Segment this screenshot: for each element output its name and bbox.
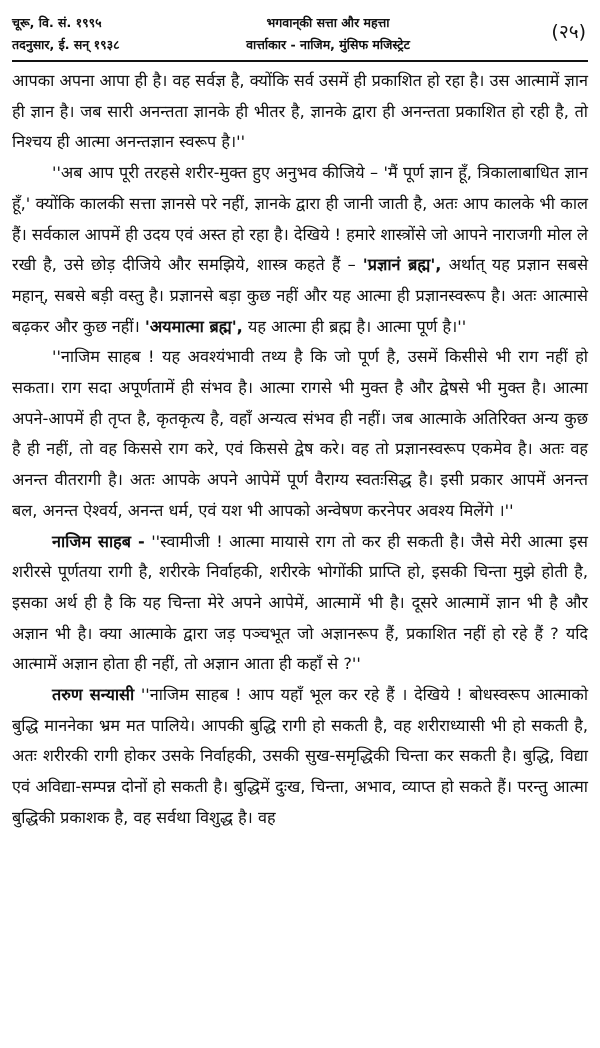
page-body — [12, 66, 588, 834]
date-samvat: चूरू, वि. सं. १९९५ — [12, 15, 102, 30]
paragraph-4 — [12, 527, 588, 681]
sanskrit-quote: 'प्रज्ञानं ब्रह्म', — [362, 255, 442, 275]
speaker-name: तरुण सन्यासी — [52, 685, 135, 705]
sanskrit-quote: 'अयमात्मा ब्रह्म', — [144, 316, 243, 336]
chapter-title: भगवान्‌की सत्ता और महत्ता — [266, 15, 390, 30]
title-block — [198, 12, 458, 56]
paragraph-1 — [12, 66, 588, 158]
paragraph-2 — [12, 158, 588, 342]
paragraph-text: ''नाजिम साहब ! यह अवश्यंभावी तथ्य है कि जो पूर्ण है, उसमें किसीसे भी राग नहीं हो सकता। राग सदा अपूर्णतामें ही संभव है। आत्मा रागसे भी मुक्त है और द्वेषसे भी मुक्त है। आत्मा अपने-आपमें ही तृप्त है, कृतकृत्य है, वहाँ अन्यत्व संभव ही नहीं। जब आत्माके अतिरिक्त अन्य कुछ है ही नहीं, तो वह किससे राग करे, एवं किससे द्वेष करे। वह तो प्रज्ञानस्वरूप एकमेव है। अतः वह अनन्त वीतरागी है। अतः आपके अपने आपेमें पूर्ण वैराग्य स्वतःसिद्ध है। इसी प्रकार आपमें अनन्त बल, अनन्त ऐश्वर्य, अनन्त धर्म, एवं यश भी आपको अन्वेषण करनेपर अवश्य मिलेंगे ।'' — [12, 347, 588, 520]
paragraph-text: ''स्वामीजी ! आत्मा मायासे राग तो कर ही सकती है। जैसे मेरी आत्मा इस शरीरसे पूर्णतया रागी है, शरीरके निर्वाहकी, शरीरके भोगोंकी प्राप्ति हो, इसकी चिन्ता मुझे होती है, इसका अर्थ ही है कि यह चिन्ता मेरे अपने आपेमें, आत्मामें भी है। दूसरे आत्मामें ज्ञान भी है और अज्ञान भी है। क्या आत्माके द्वारा जड़ पञ्चभूत जो अज्ञानरूप हैं, प्रकाशित नहीं हो रहे हैं ? यदि आत्मामें अज्ञान होता ही नहीं, तो अज्ञान आता ही कहाँ से ?'' — [12, 531, 588, 674]
speaker-name: नाजिम साहब - — [52, 531, 145, 551]
paragraph-text: आपका अपना आपा ही है। वह सर्वज्ञ है, क्योंकि सर्व उसमें ही प्रकाशित हो रहा है। उस आत्मामें ज्ञान ही ज्ञान है। जब सारी अनन्तता ज्ञानके ही भीतर है, ज्ञानके द्वारा ही अनन्तता प्रकाशित हो रही है, तो निश्चय ही आत्मा अनन्तज्ञान स्वरूप है।'' — [12, 71, 588, 152]
page-number: (२५) — [551, 21, 586, 43]
page-header — [12, 8, 588, 62]
paragraph-text: ''अब आप पूरी तरहसे शरीर-मुक्त हुए अनुभव कीजिये – 'मैं पूर्ण ज्ञान हूँ, त्रिकालाबाधित ज्ञान हूँ,' क्योंकि कालकी सत्ता ज्ञानसे परे नहीं, ज्ञानके द्वारा ही जानी जाती है, अतः आप कालके भी काल हैं। सर्वकाल आपमें ही उदय एवं अस्त हो रहा है। देखिये ! हमारे शास्त्रोंसे जो आपने नाराजगी मोल ले रखी है, उसे छोड़ दीजिये और समझिये, शास्त्र कहते हैं – — [12, 163, 588, 275]
chapter-subtitle: वार्त्ताकार - नाजिम, मुंसिफ मजिस्ट्रेट — [246, 37, 410, 52]
paragraph-text: यह आत्मा ही ब्रह्म है। आत्मा पूर्ण है।'' — [242, 316, 467, 336]
date-block — [12, 12, 120, 56]
paragraph-text: ''नाजिम साहब ! आप यहाँ भूल कर रहे हैं । देखिये ! बोधस्वरूप आत्माको बुद्धि माननेका भ्रम मत पालिये। आपकी बुद्धि रागी हो सकती है, वह शरीराध्यासी भी हो सकती है, अतः शरीरकी रागी होकर उसके निर्वाहकी, उसकी सुख-समृद्धिकी चिन्ता कर सकती है। बुद्धि, विद्या एवं अविद्या-सम्पन्न दोनों हो सकती है। बुद्धिमें दुःख, चिन्ता, अभाव, व्याप्त हो सकते हैं। परन्तु आत्मा बुद्धिकी प्रकाशक है, वह सर्वथा विशुद्ध है। वह — [12, 685, 589, 827]
paragraph-5 — [12, 680, 588, 834]
paragraph-3 — [12, 342, 588, 526]
date-ad: तदनुसार, ई. सन् १९३८ — [12, 37, 120, 52]
paragraph-text: अर्थात् यह प्रज्ञान सबसे महान्, सबसे बड़ी वस्तु है। प्रज्ञानसे बड़ा कुछ नहीं और यह आत्मा ही प्रज्ञानस्वरूप है। अतः आत्मासे बढ़कर और कुछ नहीं। — [12, 255, 589, 336]
